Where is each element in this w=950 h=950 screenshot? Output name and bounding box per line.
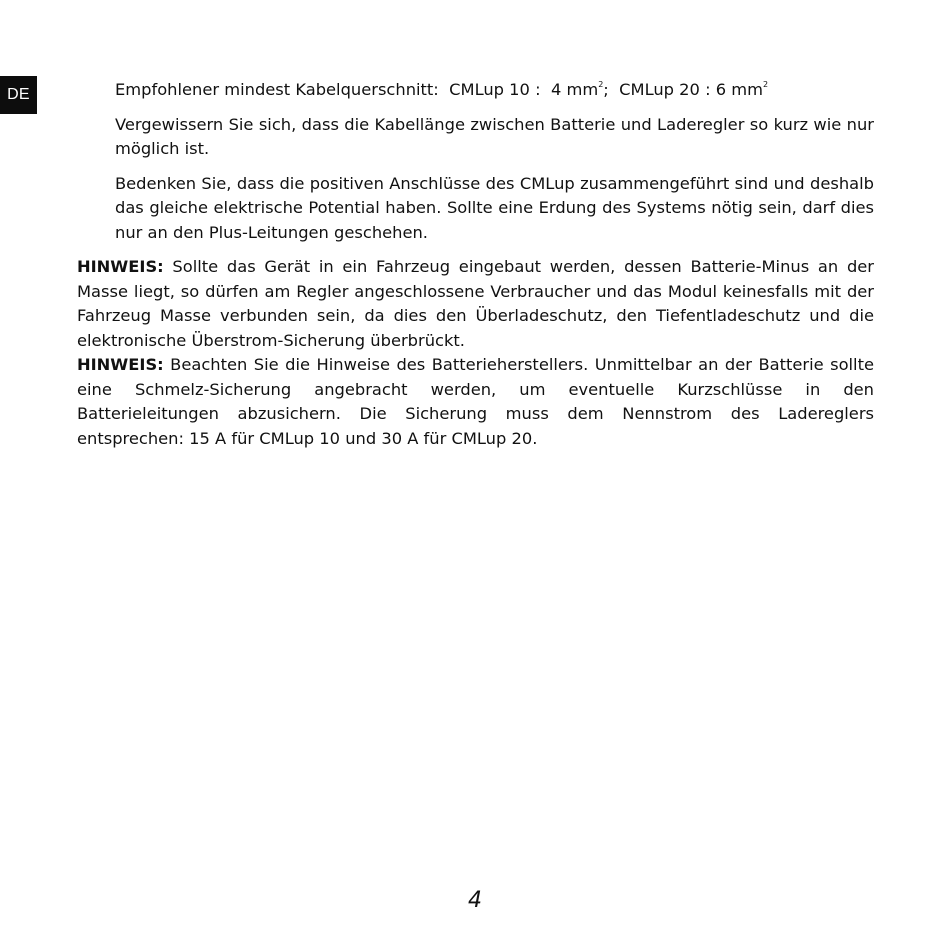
note-label: HINWEIS: [77, 257, 164, 276]
note-label: HINWEIS: [77, 355, 164, 374]
cable-cross-section-line [115, 78, 874, 103]
cable-model-b: CMLup 20 : 6 mm [619, 80, 763, 99]
cable-length-paragraph: Vergewissern Sie sich, dass die Kabellänge zwischen Batterie und Laderegler so kurz wie nur möglich ist. [115, 114, 874, 158]
cable-model-a: CMLup 10 : [449, 80, 541, 99]
cable-separator: ; [603, 80, 609, 99]
instruction-block [77, 78, 874, 245]
superscript-b: 2 [763, 80, 769, 89]
language-tab: DE [0, 76, 37, 114]
note-paragraph [77, 353, 874, 451]
cable-label: Empfohlener mindest Kabelquerschnitt: [115, 80, 439, 99]
note-text: Sollte das Gerät in ein Fahrzeug eingebaut werden, dessen Batterie-Minus an der Masse liegt, so dürfen am Regler angeschlossene Verbraucher und das Modul keinesfalls mit der Fahrzeug Masse verbunden sein, da dies den Überladeschutz, den Tiefentladeschutz und die elektronische Überstrom-Sicherung überbrückt. [77, 257, 874, 350]
document-body [77, 78, 874, 451]
cable-value-a: 4 mm [550, 80, 599, 99]
note-paragraph [77, 255, 874, 353]
page-number: 4 [468, 888, 482, 913]
note-text: Beachten Sie die Hinweise des Batterieherstellers. Unmittelbar an der Batterie sollte eine Schmelz-Sicherung angebracht werden, um eventuelle Kurzschlüsse in den Batterieleitungen abzusichern. Die Sicherung muss dem Nennstrom des Ladereglers entsprechen: 15 A für CMLup 10 und 30 A für CMLup 20. [77, 355, 874, 448]
superscript-a: 2 [598, 80, 604, 89]
potential-paragraph: Bedenken Sie, dass die positiven Anschlüsse des CMLup zusammengeführt sind und deshalb das gleiche elektrische Potential haben. Sollte eine Erdung des Systems nötig sein, darf dies nur an den Plus-Leitungen geschehen. [115, 173, 874, 242]
